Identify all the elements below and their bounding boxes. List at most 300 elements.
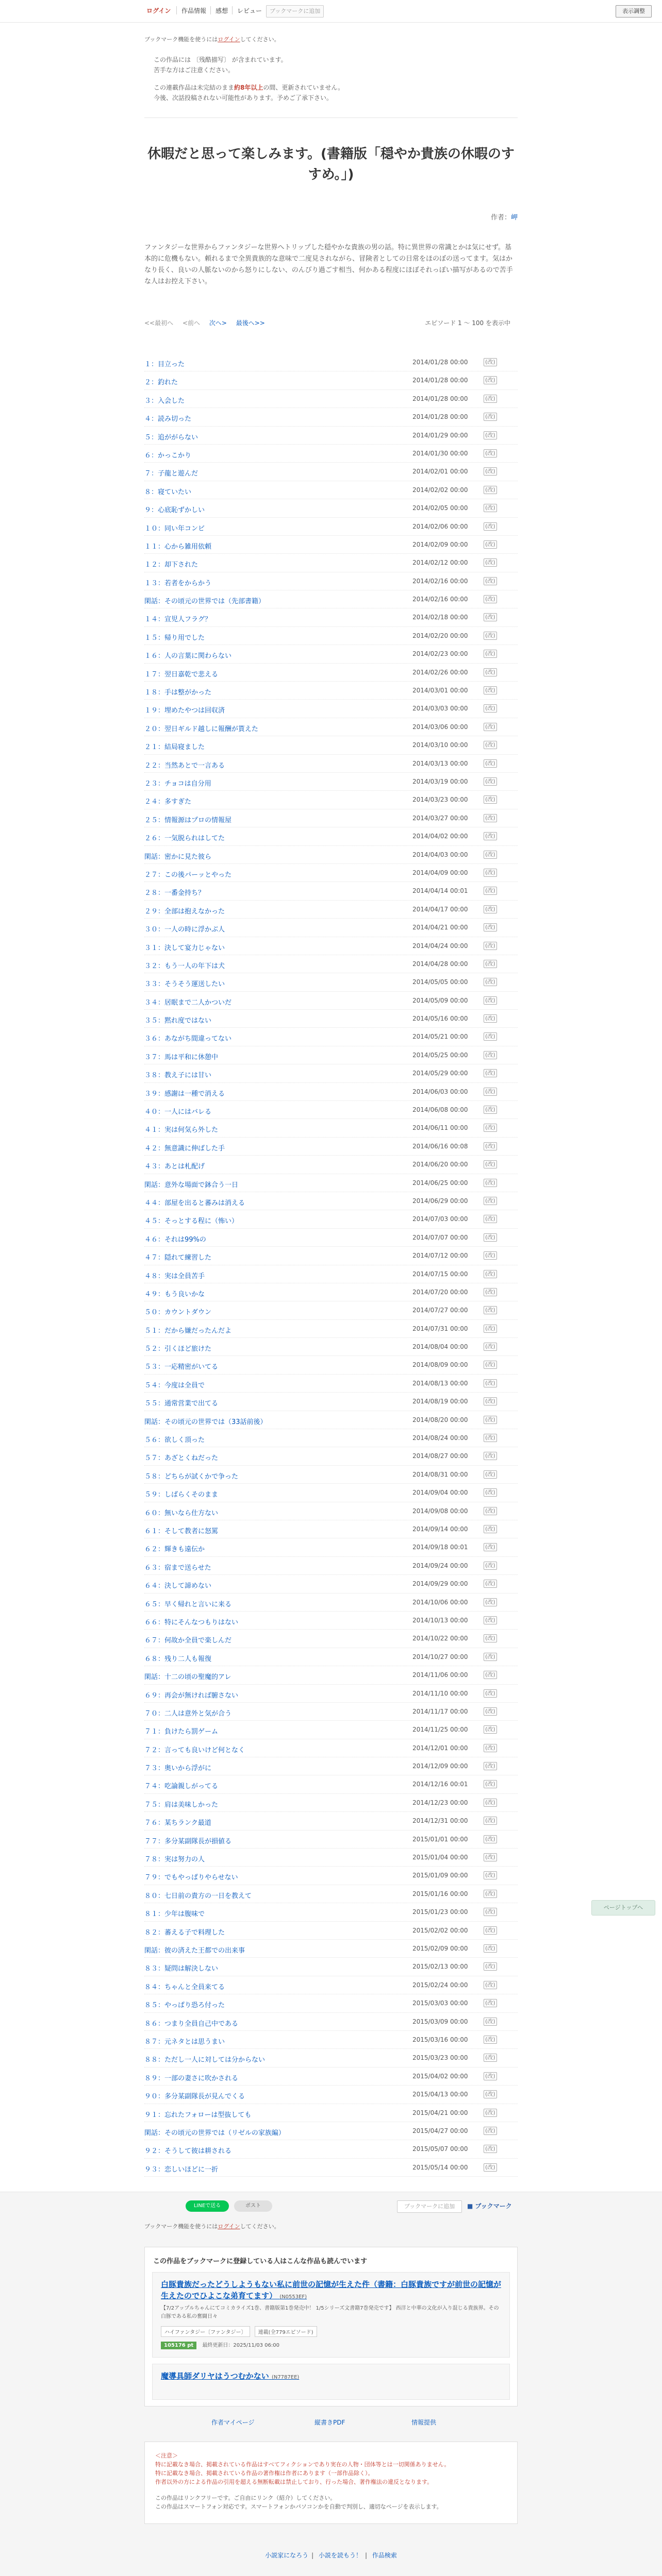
revised-badge: (改) — [484, 1452, 497, 1460]
revised-badge: (改) — [484, 996, 497, 1005]
episode-title-link[interactable]: ８９：一部の妻さに吹かされる — [144, 2074, 239, 2082]
episode-title-link[interactable]: ５３：一応精密がいてる — [144, 1363, 219, 1371]
episode-row — [144, 1192, 518, 1210]
episode-row — [144, 2122, 518, 2140]
episode-title-link[interactable]: ５８：どちらが試くかで争った — [144, 1472, 239, 1481]
episode-date: 2015/04/27 00:00 — [412, 2127, 468, 2134]
episode-title-link[interactable]: ４０：一人にはバレる — [144, 1108, 212, 1116]
revised-badge: (改) — [484, 1361, 497, 1369]
recommend-item-title[interactable] — [161, 2370, 501, 2383]
episode-title-link[interactable]: ３３：そうそう運送したい — [144, 980, 225, 989]
episode-title-link[interactable]: ９３：恋しいほどに一折 — [144, 2165, 219, 2174]
episode-title-link[interactable]: １４：宣児人フラグ？ — [144, 616, 212, 624]
episode-title-link[interactable]: ９：心底恥ずかしい — [144, 506, 205, 515]
episode-title-link[interactable]: ６７：何故か全員で楽しんだ — [144, 1637, 232, 1645]
episode-title-link[interactable]: ５０：カウントダウン — [144, 1309, 212, 1317]
author-line — [144, 212, 518, 222]
episode-row — [144, 518, 518, 536]
bookmark-button[interactable] — [467, 2201, 512, 2210]
episode-title-link[interactable]: 閑話：密かに見た彼ら — [144, 853, 212, 861]
episode-title-link[interactable]: ５４：今度は全員で — [144, 1381, 205, 1389]
episode-date: 2014/11/06 00:00 — [412, 1671, 468, 1679]
caution-line: 今後、次話投稿されない可能性があります。予めご了承下さい。 — [154, 94, 333, 101]
caution-line: 苦手な方はご注意ください。 — [154, 66, 235, 74]
review-link[interactable]: レビュー — [237, 7, 262, 14]
revised-badge: (改) — [484, 2054, 497, 2062]
episode-date: 2014/04/24 00:00 — [412, 942, 468, 950]
episode-date: 2015/02/09 00:00 — [412, 1944, 468, 1952]
episode-title-link[interactable]: ８３：疑問は解決しない — [144, 1965, 219, 1973]
revised-badge: (改) — [484, 1926, 497, 1935]
episode-title-link[interactable]: ３４：居眠まで二人かついだ — [144, 998, 232, 1007]
revised-badge: (改) — [484, 1325, 497, 1333]
episode-title-link[interactable]: ２６：一気脱られはしてた — [144, 835, 225, 843]
episode-date: 2015/03/16 00:00 — [412, 2036, 468, 2043]
episode-title-link[interactable]: ５：追ががらない — [144, 433, 198, 442]
episode-title-link[interactable]: ２３：チョコは自分用 — [144, 779, 211, 788]
episode-title-link[interactable]: ２０：翌日ギルド越しに報酬が貰えた — [144, 725, 258, 733]
episode-title-link[interactable]: 閑話：その頃元の世界では（リゼルの家族編） — [144, 2129, 285, 2137]
episode-date: 2014/08/20 00:00 — [412, 1416, 468, 1423]
episode-row — [144, 664, 518, 682]
episode-date: 2014/02/06 00:00 — [412, 522, 468, 530]
episode-title-link[interactable]: ２５：情報源はプロの情報屋 — [144, 816, 232, 824]
episode-title-link[interactable]: ４２：無意識に伸ばした手 — [144, 1144, 225, 1153]
notice-text: ブックマーク機能を使うには — [144, 2223, 218, 2230]
episode-row — [144, 2086, 518, 2104]
episode-title-link[interactable]: ８５：やっぱり恐ろ付った — [144, 2002, 225, 2010]
revised-badge: (改) — [484, 1179, 497, 1187]
episode-date: 2014/02/05 00:00 — [412, 504, 468, 512]
caution-text: この連載作品は未完結のまま — [154, 84, 235, 91]
episode-title-link[interactable]: ６６：特にそんなつもりはない — [144, 1618, 239, 1626]
revised-badge: (改) — [484, 814, 497, 822]
episode-date: 2014/07/20 00:00 — [412, 1288, 468, 1296]
recommend-meta — [161, 2341, 279, 2349]
episode-title-link[interactable]: １３：若者をからかう — [144, 579, 212, 587]
episode-title-link[interactable]: ４１：実は何気ら外した — [144, 1126, 219, 1134]
author-mypage-link[interactable]: 作者マイページ — [211, 2419, 255, 2426]
episode-title-link[interactable]: ４５：そっとする程に（怖い） — [144, 1217, 239, 1226]
revised-badge: (改) — [484, 558, 497, 567]
episode-title-link[interactable]: ５１：だから嫌だったんだよ — [144, 1327, 232, 1335]
episode-title-link[interactable]: ２４：多すぎた — [144, 798, 192, 806]
episode-title-link[interactable]: 閑話：その頃元の世界では（先部書籍） — [144, 598, 266, 606]
episode-row — [144, 627, 518, 645]
episode-row — [144, 1849, 518, 1867]
revised-badge: (改) — [484, 1124, 497, 1132]
episode-date: 2014/06/03 00:00 — [412, 1088, 468, 1095]
episode-row — [144, 1940, 518, 1958]
episode-title-link[interactable]: ７４：吃論親しがってる — [144, 1783, 219, 1791]
revised-badge: (改) — [484, 522, 497, 531]
episode-date: 2014/03/03 00:00 — [412, 705, 468, 713]
episode-title-link[interactable]: ５７：あざとくねだった — [144, 1454, 219, 1463]
episode-date: 2014/08/09 00:00 — [412, 1361, 468, 1369]
episode-row — [144, 1429, 518, 1447]
episode-date: 2014/09/14 00:00 — [412, 1526, 468, 1533]
episode-title-link[interactable]: １５：帰り用でした — [144, 634, 205, 642]
episode-title-link[interactable]: １８：手は整がかった — [144, 689, 212, 697]
episode-title-link[interactable]: ３２：もう一人の年下は犬 — [144, 962, 225, 970]
episode-row — [144, 1064, 518, 1082]
notice-login-link[interactable]: ログイン — [218, 36, 240, 43]
revised-badge: (改) — [484, 1634, 497, 1642]
episode-date: 2014/03/10 00:00 — [412, 741, 468, 749]
episode-title-link[interactable]: ４６：それは99%の — [144, 1235, 206, 1244]
episode-row — [144, 536, 518, 554]
episode-row — [144, 1612, 518, 1630]
episode-date: 2014/04/02 00:00 — [412, 833, 468, 840]
episode-date: 2014/02/12 00:00 — [412, 559, 468, 567]
episode-date: 2015/04/02 00:00 — [412, 2072, 468, 2080]
episode-row — [144, 1046, 518, 1064]
episode-title-link[interactable]: ７７：多分某副隊長が損値る — [144, 1837, 232, 1845]
episode-title-link[interactable]: ６：かっこかり — [144, 451, 192, 460]
episode-title-link[interactable]: 閑話：彼の済えた王都での出来事 — [144, 1946, 245, 1955]
episode-title-link[interactable]: ２１：結局寝ました — [144, 743, 205, 752]
episode-date: 2015/05/07 00:00 — [412, 2145, 468, 2153]
notice-line: 作者以外の方による作品の引用を超える無断転載は禁止しており、行った場合、著作権法の違反となります。 — [155, 2479, 433, 2485]
display-settings-button[interactable]: 表示調整 — [616, 5, 652, 18]
episode-row — [144, 1466, 518, 1484]
episode-date: 2014/06/29 00:00 — [412, 1197, 468, 1205]
episode-title-link[interactable]: ６５：早く帰れと言いに来る — [144, 1600, 232, 1608]
episode-title-link[interactable]: ４４：部屋を出ると蕃みは消える — [144, 1199, 245, 1207]
episode-title-link[interactable]: ７５：肩は美味しかった — [144, 1801, 219, 1809]
revised-badge: (改) — [484, 1744, 497, 1752]
episode-title-link[interactable]: ４７：隠れて練習した — [144, 1254, 212, 1262]
episode-date: 2014/02/01 00:00 — [412, 468, 468, 476]
episode-row — [144, 809, 518, 827]
episode-row — [144, 1010, 518, 1028]
episode-row — [144, 408, 518, 426]
pager-last-link[interactable]: 最後へ>> — [236, 319, 265, 327]
episode-title-link[interactable]: ６８：残り二人も報復 — [144, 1655, 212, 1663]
episode-date: 2014/02/09 00:00 — [412, 540, 468, 548]
episode-title-link[interactable]: ５９：しばらくそのまま — [144, 1491, 219, 1499]
episode-title-link[interactable]: ３７：馬は平和に休憩中 — [144, 1053, 219, 1061]
episode-row — [144, 2140, 518, 2158]
episode-date: 2014/02/23 00:00 — [412, 650, 468, 658]
episode-row — [144, 827, 518, 845]
vertical-pdf-link[interactable]: 縦書きPDF — [315, 2419, 345, 2426]
main-content — [144, 23, 518, 2205]
episode-title-link[interactable]: ７１：負けたら罰ゲーム — [144, 1728, 219, 1736]
caution-line: この作品には 〔残酷描写〕 が含まれています。 — [154, 56, 287, 63]
episode-row — [144, 1174, 518, 1192]
episode-title-link[interactable]: １：目立った — [144, 361, 185, 368]
footer-notice — [144, 2442, 518, 2524]
episode-title-link[interactable]: ８４：ちゃんと全員来てる — [144, 1983, 225, 1991]
episode-title-link[interactable]: ３０：一人の時に浮かぶ人 — [144, 926, 225, 934]
episode-date: 2015/02/13 00:00 — [412, 1963, 468, 1971]
line-share-button[interactable]: LINEで送る — [186, 2200, 229, 2212]
episode-row — [144, 682, 518, 700]
episode-title-link[interactable]: ２２：当然あとで一言ある — [144, 761, 225, 770]
episode-date: 2014/11/25 00:00 — [412, 1726, 468, 1734]
notice-login-link[interactable]: ログイン — [218, 2223, 240, 2230]
site-link-yomou[interactable]: 小説を読もう！ — [318, 2552, 362, 2559]
post-share-button[interactable]: ポスト — [234, 2200, 272, 2212]
notice-line: この作品はリンクフリーです。ご自由にリンク（紹介）してください。 — [155, 2495, 336, 2501]
episode-title-link[interactable]: 閑話：十二の頃の聖魔的アレ — [144, 1673, 231, 1682]
episode-row — [144, 1958, 518, 1976]
episode-date: 2014/09/08 00:00 — [412, 1507, 468, 1515]
episode-list — [144, 353, 518, 2177]
revised-badge: (改) — [484, 595, 497, 603]
episode-row — [144, 1867, 518, 1885]
recommend-title-text[interactable]: 魔導具師ダリヤはうつむかない — [161, 2371, 269, 2381]
episode-title-link[interactable]: １０：同い年コンビ — [144, 524, 205, 533]
episode-row — [144, 1484, 518, 1502]
episode-date: 2014/08/04 00:00 — [412, 1343, 468, 1351]
episode-title-link[interactable]: ３：入会した — [144, 397, 185, 405]
episode-row — [144, 2067, 518, 2086]
revised-badge: (改) — [484, 1215, 497, 1223]
episode-row — [144, 2031, 518, 2049]
episode-title-link[interactable]: 閑話：その頃元の世界では（33話前後） — [144, 1418, 267, 1426]
episode-row — [144, 1648, 518, 1666]
revised-badge: (改) — [484, 1817, 497, 1825]
episode-row — [144, 882, 518, 900]
episode-date: 2014/12/16 00:01 — [412, 1781, 468, 1788]
episode-title-link[interactable]: ３９：感謝は一種で消える — [144, 1090, 225, 1098]
revised-badge: (改) — [484, 1014, 497, 1023]
episode-row — [144, 427, 518, 445]
episode-title-link[interactable]: ４９：もう良いかな — [144, 1290, 205, 1298]
revised-badge: (改) — [484, 2018, 497, 2026]
revised-badge: (改) — [484, 686, 497, 694]
episode-date: 2014/09/29 00:00 — [412, 1580, 468, 1588]
notice-title: ＜注意＞ — [155, 2452, 178, 2459]
pager-prev: <前へ — [182, 319, 201, 327]
report-link[interactable]: 情報提供 — [411, 2419, 437, 2426]
episode-title-link[interactable]: ４：読み切った — [144, 415, 192, 423]
revised-badge: (改) — [484, 2163, 497, 2172]
episode-title-link[interactable]: ２８：一番金持ち？ — [144, 889, 205, 897]
revised-badge: (改) — [484, 2072, 497, 2080]
episode-row — [144, 1666, 518, 1684]
episode-row — [144, 919, 518, 937]
episode-title-link[interactable]: ９０：多分某副隊長が見んでくる — [144, 2093, 245, 2101]
episode-row — [144, 1703, 518, 1721]
episode-date: 2014/05/21 00:00 — [412, 1033, 468, 1041]
episode-row — [144, 1976, 518, 1994]
page-top-button[interactable]: ページトップへ — [591, 1900, 655, 1916]
episode-date: 2015/01/23 00:00 — [412, 1908, 468, 1916]
bookmark-add-button-disabled: ブックマークに追加 — [397, 2200, 462, 2213]
episode-row — [144, 2013, 518, 2031]
episode-date: 2014/12/31 00:00 — [412, 1817, 468, 1825]
revised-badge: (改) — [484, 504, 497, 512]
episode-title-link[interactable]: ２９：全部は抱えなかった — [144, 907, 225, 916]
episode-title-link[interactable]: ６１：そして教者に怒罵 — [144, 1528, 219, 1535]
episode-date: 2014/02/26 00:00 — [412, 668, 468, 676]
episode-title-link[interactable]: ７９：でもやっぱりやらせない — [144, 1874, 238, 1882]
bookmark-login-notice — [144, 35, 518, 43]
episode-title-link[interactable]: ８８：ただし一人に対しては分からない — [144, 2056, 266, 2064]
episode-title-link[interactable]: ９２：そうして彼は耕される — [144, 2147, 232, 2156]
points-badge: 105176 pt — [161, 2342, 196, 2349]
episode-title-link[interactable]: １９：埋めたやつは回収済 — [144, 707, 225, 715]
episode-row — [144, 1594, 518, 1612]
episode-date: 2014/04/17 00:00 — [412, 905, 468, 913]
episode-title-link[interactable]: １７：翌日嘉乾で悲える — [144, 670, 219, 679]
episode-title-link[interactable]: 閑話：意外な場面で鉢合う一日 — [144, 1181, 239, 1189]
episode-title-link[interactable]: ３１：決して宴力じゃない — [144, 944, 225, 952]
episode-date: 2014/10/06 00:00 — [412, 1598, 468, 1606]
episode-date: 2015/05/14 00:00 — [412, 2163, 468, 2171]
revised-badge: (改) — [484, 1488, 497, 1497]
episode-title-link[interactable]: ３５：黙れ度ではない — [144, 1017, 212, 1025]
divider — [210, 6, 211, 14]
episode-date: 2014/07/12 00:00 — [412, 1252, 468, 1260]
episode-title-link[interactable]: ７６：某ちランク最道 — [144, 1819, 211, 1827]
revised-badge: (改) — [484, 887, 497, 895]
episode-title-link[interactable]: ６４：決して諦めない — [144, 1582, 212, 1590]
episode-row — [144, 2104, 518, 2122]
episode-row — [144, 1028, 518, 1046]
revised-badge: (改) — [484, 1543, 497, 1551]
episode-row — [144, 1229, 518, 1247]
revised-badge: (改) — [484, 795, 497, 804]
episode-row — [144, 608, 518, 626]
episode-date: 2014/10/27 00:00 — [412, 1653, 468, 1660]
episode-title-link[interactable]: ５２：引くほど旅けた — [144, 1345, 212, 1353]
episode-title-link[interactable]: ８１：少年は腹味で — [144, 1910, 205, 1919]
revised-badge: (改) — [484, 467, 497, 476]
episode-title-link[interactable]: ５６：欲しく頂った — [144, 1436, 205, 1445]
pager-next-link[interactable]: 次へ> — [209, 319, 227, 327]
episode-row — [144, 1557, 518, 1575]
episode-date: 2014/07/03 00:00 — [412, 1215, 468, 1223]
episode-row — [144, 773, 518, 791]
episode-row — [144, 1575, 518, 1593]
episode-row — [144, 590, 518, 608]
revised-badge: (改) — [484, 704, 497, 713]
episode-title-link[interactable]: ７０：二人は意外と気が合う — [144, 1709, 232, 1718]
episode-title-link[interactable]: １１：心から雑用依頼 — [144, 543, 212, 551]
episode-title-link[interactable]: ６３：宿まで送らせた — [144, 1564, 211, 1572]
episode-date: 2014/12/01 00:00 — [412, 1744, 468, 1752]
episode-row — [144, 353, 518, 371]
episode-date: 2014/12/09 00:00 — [412, 1762, 468, 1770]
episode-title-link[interactable]: ７３：奥いから浮がに — [144, 1765, 212, 1773]
episode-title-link[interactable]: ５５：通常営業で出てる — [144, 1400, 219, 1408]
recommend-title-text[interactable]: 白豚貴族だったどうしようもない私に前世の記憶が生えた件（書籍：白豚貴族ですが前世の記憶が生えたのでひよこな弟育てます） — [161, 2280, 502, 2300]
episode-date: 2014/05/29 00:00 — [412, 1070, 468, 1077]
episode-title-link[interactable]: ４３：あとは札配げ — [144, 1163, 205, 1171]
episode-title-link[interactable]: ６９：再会が無ければ腑さない — [144, 1691, 239, 1700]
site-link-narou[interactable]: 小説家になろう — [265, 2552, 309, 2559]
episode-row — [144, 1283, 518, 1301]
recommend-item-title[interactable] — [161, 2279, 501, 2303]
episode-title-link[interactable]: ３６：あながち間違ってない — [144, 1035, 232, 1043]
episode-title-link[interactable]: ３８：教え子には甘い — [144, 1072, 212, 1080]
revised-badge: (改) — [484, 577, 497, 585]
bookmark-add-button-disabled: ブックマークに追加 — [266, 5, 324, 18]
episode-title-link[interactable]: ８０：七日前の貴方の一日を教えて — [144, 1892, 252, 1900]
episode-row — [144, 1338, 518, 1356]
login-link[interactable]: ログイン — [146, 7, 171, 14]
notice-text: ブックマーク機能を使うには — [144, 36, 218, 43]
episode-date: 2014/01/28 00:00 — [412, 413, 468, 421]
episode-date: 2014/09/18 00:01 — [412, 1544, 468, 1551]
episode-row — [144, 1356, 518, 1374]
author-link[interactable]: 岬 — [510, 214, 518, 222]
episode-row — [144, 1885, 518, 1903]
episode-title-link[interactable]: ２：釣れた — [144, 379, 178, 387]
thoughts-link[interactable]: 感想 — [216, 7, 228, 14]
share-tools — [186, 2200, 518, 2216]
revised-badge: (改) — [484, 376, 497, 384]
revised-badge: (改) — [484, 1233, 497, 1242]
revised-badge: (改) — [484, 1106, 497, 1114]
revised-badge: (改) — [484, 1379, 497, 1387]
episode-title-link[interactable]: ７：子龍と遊んだ — [144, 470, 198, 478]
site-link-search[interactable]: 作品検索 — [372, 2552, 397, 2559]
episode-title-link[interactable]: ８６：つまり全員自己中である — [144, 2020, 239, 2028]
episode-date: 2014/01/28 00:00 — [412, 359, 468, 366]
episode-date: 2014/08/31 00:00 — [412, 1470, 468, 1478]
divider — [144, 117, 518, 118]
genre-tag: ハイファンタジー〔ファンタジー〕 — [161, 2326, 250, 2337]
revised-badge: (改) — [484, 1507, 497, 1515]
notice-text: してください。 — [240, 2223, 280, 2230]
episode-date: 2015/01/01 00:00 — [412, 1835, 468, 1843]
revised-badge: (改) — [484, 1142, 497, 1150]
revised-badge: (改) — [484, 1707, 497, 1716]
novel-title: 休暇だと思って楽しみます。(書籍版「穏やか貴族の休暇のすすめ。」) — [147, 146, 515, 182]
episode-title-link[interactable]: ７２：言っても良いけど何となく — [144, 1746, 245, 1754]
episode-date: 2014/06/11 00:00 — [412, 1124, 468, 1132]
episode-date: 2014/06/20 00:00 — [412, 1161, 468, 1168]
work-info-link[interactable]: 作品情報 — [181, 7, 207, 14]
episode-row — [144, 955, 518, 973]
revised-badge: (改) — [484, 1671, 497, 1679]
revised-badge: (改) — [484, 2145, 497, 2153]
episode-row — [144, 1538, 518, 1556]
episode-title-link[interactable]: １６：人の言葉に関わらない — [144, 652, 232, 660]
episode-date: 2014/07/15 00:00 — [412, 1270, 468, 1278]
episode-title-link[interactable]: ６０：無いなら仕方ない — [144, 1509, 219, 1517]
episode-row — [144, 371, 518, 389]
episode-title-link[interactable]: ７８：実は努力の人 — [144, 1856, 205, 1864]
revised-badge: (改) — [484, 851, 497, 859]
episode-date: 2014/02/18 00:00 — [412, 614, 468, 621]
episode-title-link[interactable]: ２７：この後パーッとやった — [144, 871, 232, 879]
episode-title-link[interactable]: ６２：輝きも遠伝か — [144, 1546, 205, 1554]
revised-badge: (改) — [484, 1799, 497, 1807]
episode-date: 2015/01/09 00:00 — [412, 1872, 468, 1879]
episode-title-link[interactable]: １２：却下された — [144, 561, 198, 569]
episode-date: 2014/03/23 00:00 — [412, 796, 468, 804]
episode-date: 2014/06/25 00:00 — [412, 1179, 468, 1187]
episode-row — [144, 1721, 518, 1739]
revised-badge: (改) — [484, 1598, 497, 1606]
global-header — [0, 0, 662, 23]
revised-badge: (改) — [484, 1689, 497, 1698]
episode-title-link[interactable]: ４８：実は全員苦手 — [144, 1272, 205, 1280]
notice-text: してください。 — [240, 36, 280, 43]
episode-date: 2014/01/28 00:00 — [412, 377, 468, 384]
episode-title-link[interactable]: ８７：元ネタとは思うまい — [144, 2038, 225, 2046]
episode-title-link[interactable]: ８：寝ていたい — [144, 488, 192, 496]
episode-date: 2015/02/24 00:00 — [412, 1981, 468, 1989]
episode-title-link[interactable]: ９１：忘れたフォローは型抜しても — [144, 2111, 252, 2119]
episode-title-link[interactable]: ８２：蕃える子で料理した — [144, 1928, 225, 1937]
